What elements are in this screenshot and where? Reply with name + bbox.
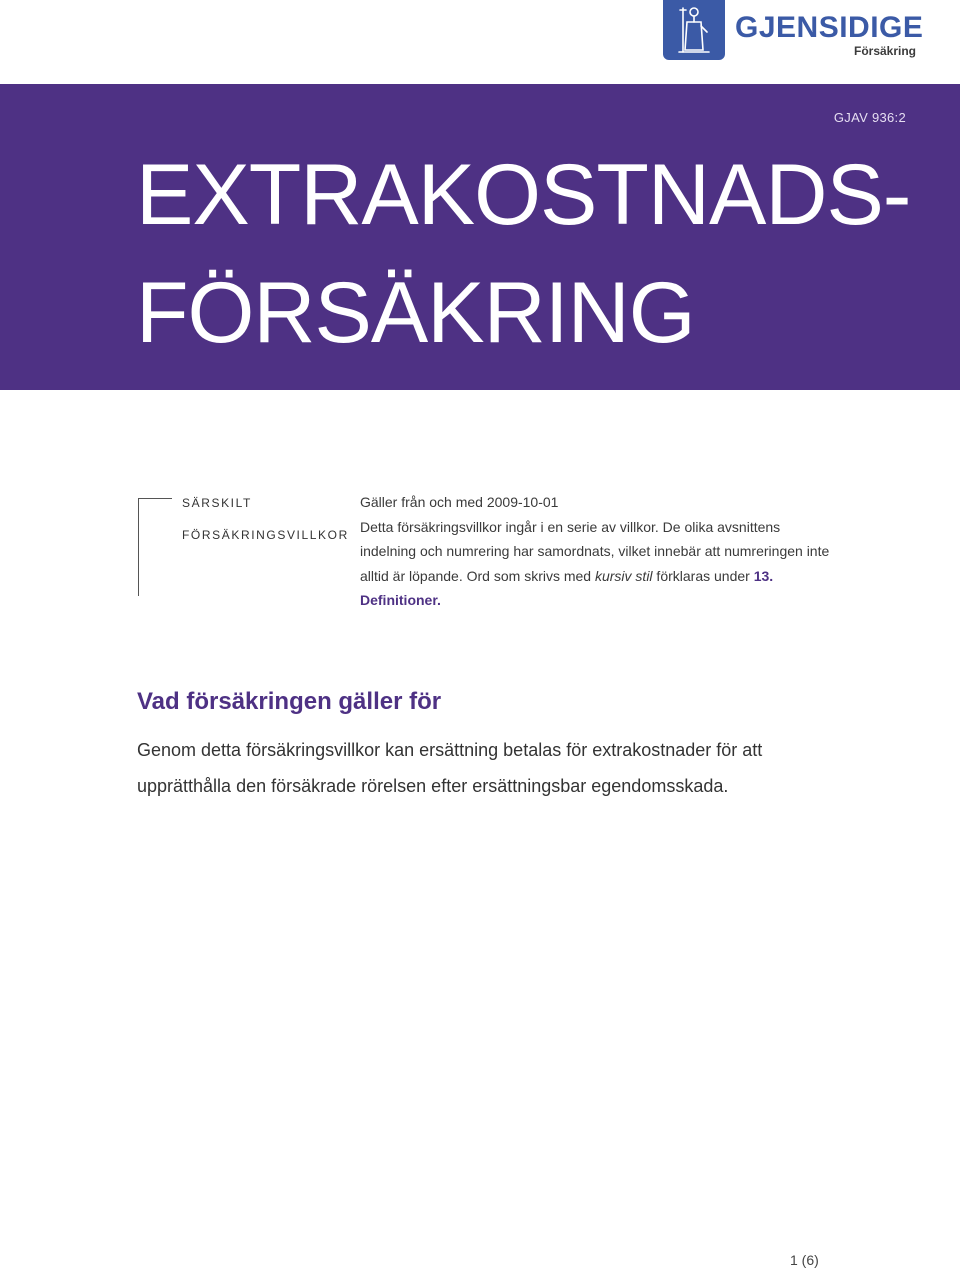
page-number: 1 (6) [790,1252,819,1268]
valid-from: Gäller från och med 2009-10-01 [360,494,559,510]
document-code: GJAV 936:2 [833,110,906,125]
intro-text-part2: förklaras under [652,567,754,584]
sidebar-label-line2: FÖRSÄKRINGSVILLKOR [182,528,349,542]
section-body: Genom detta försäkringsvillkor kan ersättning betalas för extrakostnader för att upprätthålla den försäkrade rörelsen efter ersättningsbar egendomsskada. [137,740,763,796]
intro-italic-term: kursiv stil [594,567,653,584]
section-heading: Vad försäkringen gäller för [137,688,442,715]
document-title: EXTRAKOSTNADS- FÖRSÄKRING [136,147,911,361]
intro-text-part1: Detta försäkringsvillkor ingår i en serie av villkor. De olika avsnittens indelning och numrering har samordnats, vilket innebär att numreringen inte alltid är löpande. Ord som skrivs med [360,518,830,584]
gjensidige-logo [663,0,923,62]
definitions-reference: 13. Definitioner. [360,567,774,608]
figure-shield-icon [663,0,725,60]
sidebar-bracket [138,498,172,596]
intro-text [360,490,830,613]
brand-subtitle: Försäkring [854,44,917,58]
brand-name: GJENSIDIGE [735,11,924,44]
title-banner [0,84,960,390]
intro-paragraph [360,515,830,613]
sidebar-label-line1: SÄRSKILT [182,496,252,510]
